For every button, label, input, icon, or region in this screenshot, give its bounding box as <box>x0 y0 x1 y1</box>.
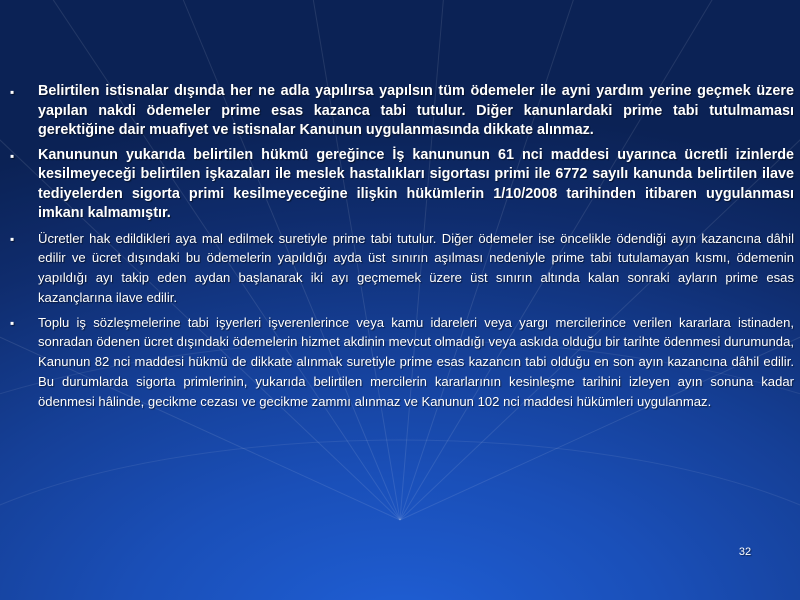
bullet-text: Kanununun yukarıda belirtilen hükmü gereğince İş kanununun 61 nci maddesi uyarınca ücretli izinlerde kesilmeyeceği belirtilen işkazaları ile meslek hastalıkları sigortası primi ile 6772 sayılı kanunda belirtilen ilave tediyelerden sigorta primi kesilmeyeceğine ilişkin hükümlerin 1/10/2008 tarihinden itibaren uygulanması imkanı kalmamıştır. <box>38 146 794 221</box>
bullet-item <box>10 146 794 224</box>
bullet-text: Belirtilen istisnalar dışında her ne adla yapılırsa yapılsın tüm ödemeler ile ayni yardım yerine geçmek üzere yapılan nakdi ödemeler prime esas kazanca tabi tutulur. Diğer kanunlardaki prime tabi tutulmaması gerektiğine dair muafiyet ve istisnalar Kanunun uygulanmasında dikkate alınmaz. <box>38 83 794 138</box>
bullet-item <box>10 82 794 141</box>
bullet-item <box>10 229 794 308</box>
bullet-text: Ücretler hak edildikleri aya mal edilmek suretiyle prime tabi tutulur. Diğer ödemeler ise öncelikle ödendiği ayın kazancına dâhil edilir ve ücret dışındaki bu ödemelerin yapıldığı ayda üst sınırın aşılması nedeniyle prime tabi tutulamayan kısmı, ödemenin yapıldığı ayı takip eden aydan başlanarak iki ayı geçmemek üzere üst sınırın altında kalan sonraki ayların prime esas kazançlarına ilave edilir. <box>38 230 794 305</box>
slide-content <box>10 82 794 412</box>
square-bullet-icon: ▪ <box>10 85 15 99</box>
page-number: 32 <box>738 546 752 558</box>
square-bullet-icon: ▪ <box>10 148 15 163</box>
bullet-item <box>10 313 794 412</box>
bullet-text: Toplu iş sözleşmelerine tabi işyerleri işverenlerince veya kamu idareleri veya yargı mercilerince verilen kararlara istinaden, sonradan ödenen ücret dışındaki ödemelerin hizmet akdinin mevcut olmadığı veya askıda olduğu bir tarihte ödenmesi durumunda, Kanunun 82 nci maddesi hükmü de dikkate alınmak suretiyle prime esas kazancın tabi olduğu en son ayın kazancına dâhil edilir. Bu durumlarda sigorta primlerinin, yukarıda belirtilen mercilerin kararlarının kesinleşme tarihini izleyen ayın sonuna kadar ödenmesi hâlinde, gecikme cezası ve gecikme zammı alınmaz ve Kanunun 102 nci maddesi hükümleri uygulanmaz. <box>38 314 794 409</box>
square-bullet-icon: ▪ <box>10 315 15 330</box>
square-bullet-icon: ▪ <box>10 231 15 246</box>
